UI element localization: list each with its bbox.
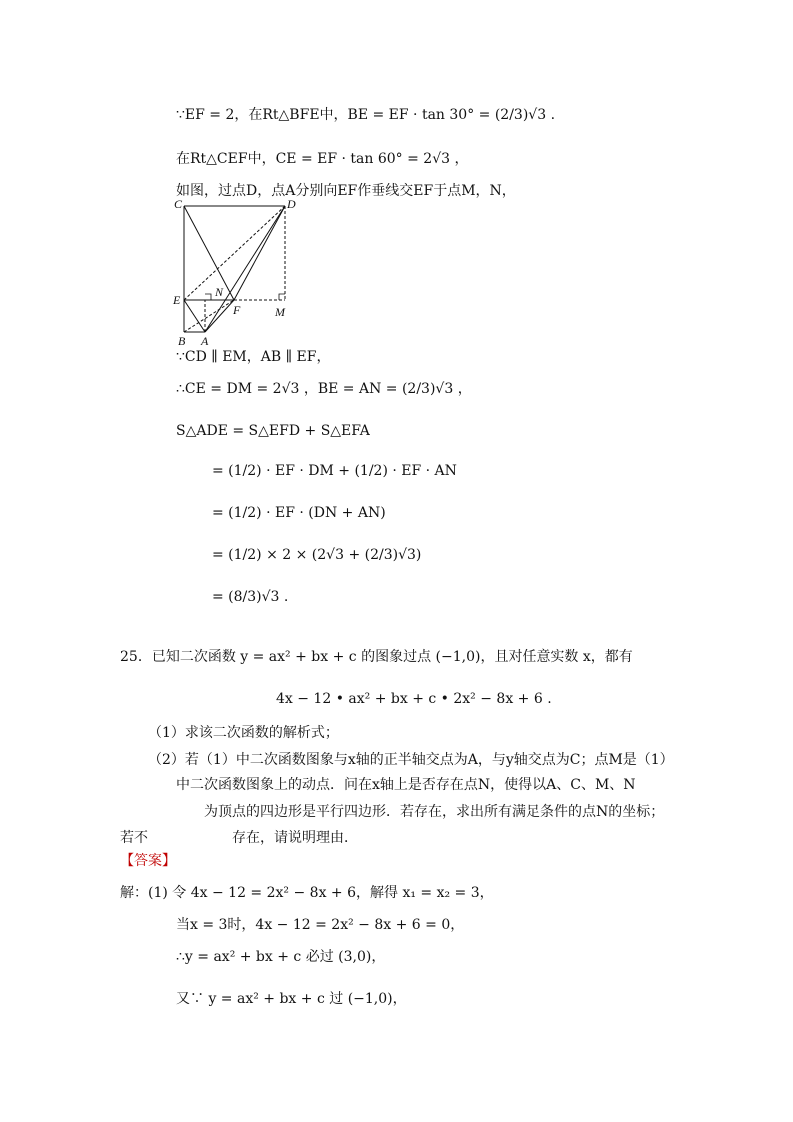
solution-line-area: S△ADE = S△EFD + S△EFA: [176, 423, 370, 439]
question-25-part2-cont2: 为顶点的四边形是平行四边形．若存在，求出所有满足条件的点N的坐标；: [204, 804, 665, 820]
solution-line-ef: ∵EF = 2，在Rt△BFE中，BE = EF · tan 30° = (2/3)√3 .: [176, 107, 556, 123]
answer-line-2: 当x = 3时，4x − 12 = 2x² − 8x + 6 = 0，: [176, 917, 465, 933]
solution-line-ce: 在Rt△CEF中，CE = EF · tan 60° = 2√3 ，: [176, 151, 469, 167]
question-25-part2-cont3b: 存在，请说明理由．: [232, 830, 358, 846]
solution-line-step2: = (1/2) · EF · (DN + AN): [212, 505, 386, 521]
geometry-figure: [170, 196, 300, 346]
answer-line-3: ∴y = ax² + bx + c 必过 (3,0)，: [176, 949, 386, 965]
label-n: N: [215, 285, 224, 299]
solution-line-step3: = (1/2) × 2 × (2√3 + (2/3)√3): [212, 547, 422, 563]
question-25-inequality: 4x − 12 • ax² + bx + c • 2x² − 8x + 6 .: [276, 691, 552, 707]
answer-line-1: 解：(1) 令 4x − 12 = 2x² − 8x + 6，解得 x₁ = x₂ = 3，: [120, 885, 494, 901]
label-b: B: [178, 334, 186, 346]
question-25-part1: （1）求该二次函数的解析式；: [148, 725, 339, 741]
question-25-stem: 25．已知二次函数 y = ax² + bx + c 的图象过点 (−1,0)，且对任意实数 x，都有: [120, 649, 633, 665]
question-25-part2: （2）若（1）中二次函数图象与x轴的正半轴交点为A，与y轴交点为C；点M是（1）: [148, 752, 674, 768]
label-d: D: [287, 197, 296, 211]
answer-heading: 【答案】: [120, 853, 176, 869]
label-f: F: [233, 303, 241, 317]
solution-line-step1: = (1/2) · EF · DM + (1/2) · EF · AN: [212, 463, 457, 479]
solution-line-lengths: ∴CE = DM = 2√3 ，BE = AN = (2/3)√3 ，: [176, 381, 472, 397]
solution-line-parallel: ∵CD ∥ EM，AB ∥ EF，: [176, 349, 331, 365]
solution-line-perpendicular: 如图，过点D，点A分别向EF作垂线交EF于点M，N，: [176, 183, 516, 199]
label-c: C: [174, 197, 183, 211]
label-a: A: [201, 334, 209, 346]
label-m: M: [275, 305, 285, 319]
answer-line-4: 又∵ y = ax² + bx + c 过 (−1,0)，: [176, 991, 407, 1007]
solution-line-step4: = (8/3)√3 .: [212, 589, 289, 605]
label-e: E: [173, 293, 181, 307]
question-25-part2-cont3a: 若不: [120, 830, 148, 846]
question-25-part2-cont1: 中二次函数图象上的动点．问在x轴上是否存在点N，使得以A、C、M、N: [176, 777, 636, 793]
